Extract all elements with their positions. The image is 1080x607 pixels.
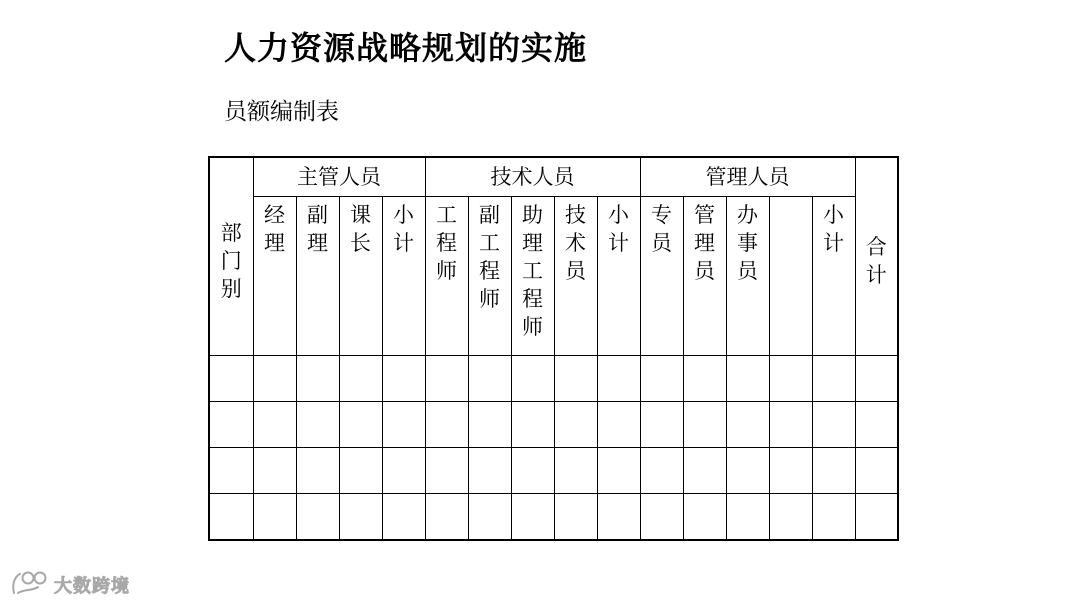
table-cell[interactable] [511,494,554,541]
page-title: 人力资源战略规划的实施 [224,29,588,67]
table-cell[interactable] [597,402,640,448]
table-cell[interactable] [554,356,597,402]
table-title: 员额编制表 [224,99,339,125]
subheader-cell [683,197,726,356]
table-cell[interactable] [726,494,769,541]
table-cell[interactable] [511,356,554,402]
subheader-section-chief: 课长 [349,203,371,255]
table-cell[interactable] [339,402,382,448]
table-cell[interactable] [640,402,683,448]
table-cell[interactable] [769,356,812,402]
watermark [8,570,130,600]
table-cell[interactable] [425,448,468,494]
table-cell[interactable] [812,494,855,541]
table-cell[interactable] [382,448,425,494]
table-cell[interactable] [382,356,425,402]
table-cell[interactable] [382,402,425,448]
table-cell[interactable] [339,356,382,402]
table-row [209,448,898,494]
table-cell[interactable] [253,356,296,402]
table-cell[interactable] [209,494,253,541]
table-cell[interactable] [597,494,640,541]
table-cell[interactable] [339,494,382,541]
table-cell[interactable] [769,494,812,541]
table-cell[interactable] [382,494,425,541]
table-cell[interactable] [554,402,597,448]
table-cell[interactable] [511,448,554,494]
table-row [209,494,898,541]
subheader-deputy-engineer: 副工程师 [478,203,500,311]
table-cell[interactable] [209,402,253,448]
total-header: 合计 [865,234,887,287]
table-row [209,356,898,402]
staffing-table [208,156,899,541]
table-cell[interactable] [554,448,597,494]
watermark-text: 大数跨境 [54,576,130,597]
table-cell[interactable] [683,402,726,448]
subheader-cell [425,197,468,356]
table-header-group-row [209,157,898,197]
subheader-assistant-engineer: 助理工程师 [521,203,543,339]
table-cell[interactable] [468,402,511,448]
table-cell[interactable] [209,448,253,494]
table-cell[interactable] [726,402,769,448]
subheader-cell [597,197,640,356]
table-cell[interactable] [296,356,339,402]
subheader-manager: 经理 [263,203,285,255]
department-header: 部门别 [220,220,242,301]
table-cell[interactable] [683,356,726,402]
subheader-cell [726,197,769,356]
subheader-deputy-manager: 副理 [306,203,328,255]
table-cell[interactable] [253,448,296,494]
table-cell[interactable] [296,494,339,541]
subheader-cell [339,197,382,356]
subheader-cell [769,197,812,356]
table-cell[interactable] [296,402,339,448]
subheader-technical-subtotal: 小计 [607,203,629,255]
table-cell[interactable] [726,448,769,494]
table-cell[interactable] [554,494,597,541]
group-header-administrative: 管理人员 [640,157,855,197]
table-cell[interactable] [468,448,511,494]
department-header-cell [209,157,253,356]
table-cell[interactable] [855,402,898,448]
subheader-cell [640,197,683,356]
table-cell[interactable] [511,402,554,448]
table-cell[interactable] [855,494,898,541]
table-cell[interactable] [468,356,511,402]
table-cell[interactable] [812,356,855,402]
group-header-technical: 技术人员 [425,157,640,197]
subheader-engineer: 工程师 [435,203,457,283]
subheader-cell [812,197,855,356]
table-cell[interactable] [683,448,726,494]
table-cell[interactable] [640,356,683,402]
subheader-cell [296,197,339,356]
table-cell[interactable] [812,448,855,494]
total-header-cell [855,157,898,356]
watermark-logo-icon [8,569,52,601]
subheader-supervisor-subtotal: 小计 [392,203,414,255]
table-cell[interactable] [640,448,683,494]
table-cell[interactable] [253,494,296,541]
table-cell[interactable] [209,356,253,402]
subheader-cell [382,197,425,356]
subheader-cell [511,197,554,356]
table-cell[interactable] [683,494,726,541]
table-cell[interactable] [855,356,898,402]
table-cell[interactable] [468,494,511,541]
table-cell[interactable] [339,448,382,494]
table-cell[interactable] [425,402,468,448]
table-row [209,402,898,448]
table-cell[interactable] [726,356,769,402]
subheader-administrator: 管理员 [693,203,715,283]
subheader-specialist: 专员 [650,203,672,255]
table-cell[interactable] [769,448,812,494]
table-header-sub-row [209,197,898,356]
table-cell[interactable] [855,448,898,494]
table-cell[interactable] [640,494,683,541]
subheader-cell [554,197,597,356]
table-cell[interactable] [597,356,640,402]
table-cell[interactable] [425,356,468,402]
subheader-clerk: 办事员 [736,203,758,283]
subheader-technician: 技术员 [564,203,586,283]
subheader-cell [253,197,296,356]
table-cell[interactable] [253,402,296,448]
subheader-admin-subtotal: 小计 [822,203,844,255]
subheader-cell [468,197,511,356]
table-cell[interactable] [769,402,812,448]
group-header-supervisors: 主管人员 [253,157,425,197]
table-cell[interactable] [425,494,468,541]
table-cell[interactable] [296,448,339,494]
table-cell[interactable] [812,402,855,448]
table-cell[interactable] [597,448,640,494]
